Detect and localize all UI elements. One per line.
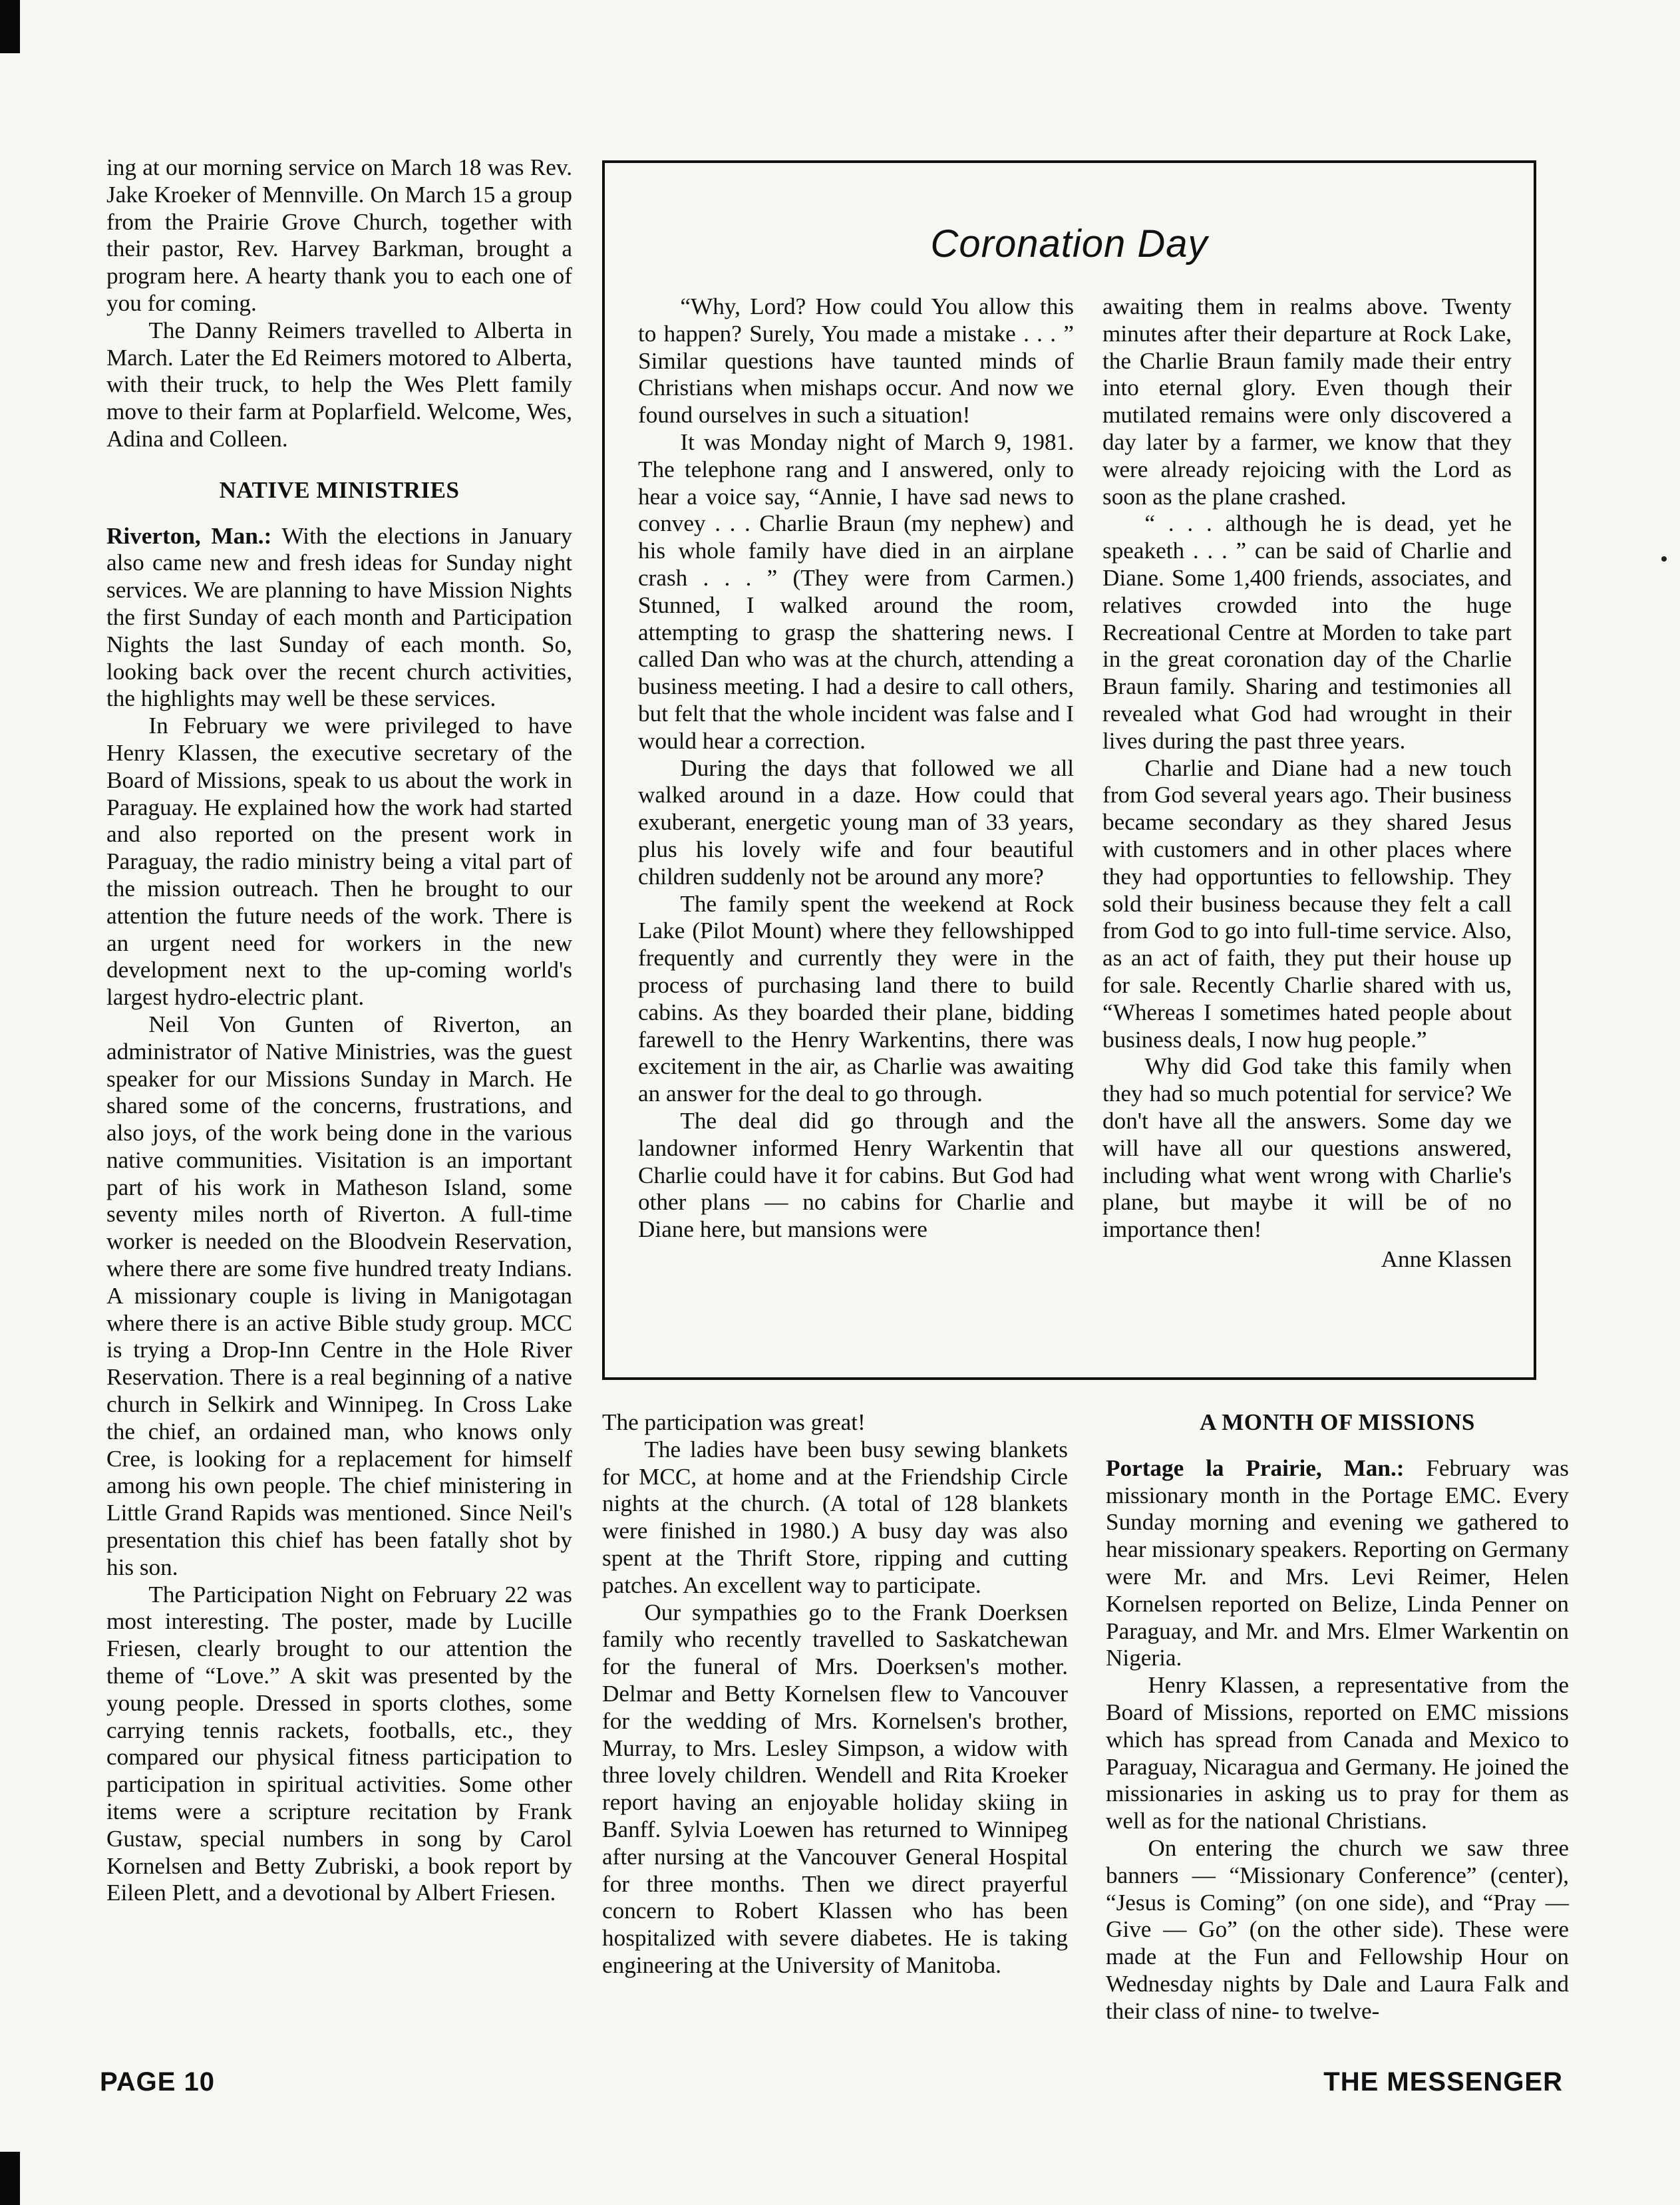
paragraph: In February we were privileged to have Henry Klassen, the executive secretary of the Board of Missions, speak to us about the work in Paraguay. He explained how the work had started and also reported on the present work in Paraguay, the radio ministry being a vital part of the mission outreach. Then he brought to our attention the future needs of the work. There is an urgent need for workers in the new development next to the up-coming world's largest hydro-electric plant. (106, 713, 572, 1011)
article-title: Coronation Day (930, 222, 1208, 265)
paragraph (106, 523, 572, 713)
paragraph: The deal did go through and the landowner informed Henry Warkentin that Charlie could have it for cabins. But God had other plans — no cabins for Charlie and Diane here, but mansions were (638, 1107, 1074, 1243)
place-label: Portage la Prairie, Man.: (1106, 1454, 1405, 1481)
place-label: Riverton, Man.: (106, 522, 272, 549)
publication-name: THE MESSENGER (1323, 2067, 1563, 2097)
paragraph: Why did God take this family when they had so much potential for service? We don't have all the answers. Some day we will have all our questions answered, including what went wrong with Charlie's plane, but maybe it will be of no importance then! (1102, 1053, 1512, 1243)
paragraph: Henry Klassen, a representative from the Board of Missions, reported on EMC missions which has spread from Canada and Mexico to Paraguay, Nicaragua and Germany. He joined the missionaries in asking us to pray for them as well as for the national Christians. (1106, 1672, 1569, 1834)
section-heading-month-of-missions: A MONTH OF MISSIONS (1200, 1409, 1475, 1435)
paragraph: awaiting them in realms above. Twenty minutes after their departure at Rock Lake, the Charlie Braun family made their entry into eternal glory. Even though their mutilated remains were only discovered a day later by a farmer, we know that they were already rejoicing with the Lord as soon as the plane crashed. (1102, 293, 1512, 510)
paragraph: ing at our morning service on March 18 was Rev. Jake Kroeker of Mennville. On March 15 a group from the Prairie Grove Church, together with their pastor, Rev. Harvey Barkman, brought a program here. A hearty thank you to each one of you for coming. (106, 154, 572, 316)
paragraph: “ . . . although he is dead, yet he speaketh . . . ” can be said of Charlie and Diane. Some 1,400 friends, associates, and relatives crowded into the huge Recreational Centre at Morden to take part in the great coronation day of the Charlie Braun family. Sharing and testimonies all revealed what God had wrought in their lives during the past three years. (1102, 510, 1512, 754)
paragraph-text: With the elections in January also came new and fresh ideas for Sunday night services. We are planning to have Mission Nights the first Sunday of each month and Participation Nights the last Sunday of each month. So, looking back over the recent church activities, the highlights may well be these services. (106, 522, 572, 712)
author-signature: Anne Klassen (1381, 1246, 1512, 1272)
paragraph: The Participation Night on February 22 was most interesting. The poster, made by Lucille Friesen, clearly brought to our attention the theme of “Love.” A skit was presented by the young people. Dressed in sports clothes, some carrying tennis rackets, footballs, etc., they compared our physical fitness participation to participation in spiritual activities. Some other items were a scripture recitation by Frank Gustaw, special numbers in song by Carol Kornelsen and Betty Zubriski, a book report by Eileen Plett, and a devotional by Albert Friesen. (106, 1581, 572, 1906)
paragraph: Neil Von Gunten of Riverton, an administrator of Native Ministries, was the guest speaker for our Missions Sunday in March. He shared some of the concerns, frustrations, and also joys, of the work being done in the various native communities. Visitation is an important part of his work in Matheson Island, some seventy miles north of Riverton. A full-time worker is needed on the Bloodvein Reservation, where there are some five hundred treaty Indians. A missionary couple is living in Manigotagan where there is an active Bible study group. MCC is trying a Drop-Inn Centre in the Hole River Reservation. There is a real beginning of a native church in Selkirk and Winnipeg. In Cross Lake the chief, an ordained man, who knows only Cree, is looking for a replacement for himself among his own people. The chief ministering in Little Grand Rapids was mentioned. Since Neil's presentation this chief has been fatally shot by his son. (106, 1011, 572, 1580)
paragraph: On entering the church we saw three banners — “Missionary Conference” (center), “Jesus is Coming” (on one side), and “Pray — Give — Go” (on the other side). These were made at the Fun and Fellowship Hour on Wednesday nights by Dale and Laura Falk and their class of nine- to twelve- (1106, 1834, 1569, 2024)
paragraph: The Danny Reimers travelled to Alberta in March. Later the Ed Reimers motored to Alberta, with their truck, to help the Wes Plett family move to their farm at Poplarfield. Welcome, Wes, Adina and Colleen. (106, 317, 572, 452)
coronation-day-article-box (602, 160, 1536, 1380)
paragraph: During the days that followed we all walked around in a daze. How could that exuberant, energetic young man of 33 years, plus his lovely wife and four beautiful children suddenly not be around any more? (638, 755, 1074, 890)
paragraph: The ladies have been busy sewing blankets for MCC, at home and at the Friendship Circle nights at the church. (A total of 128 blankets were finished in 1980.) A busy day was also spent at the Thrift Store, ripping and cutting patches. An excellent way to participate. (602, 1436, 1068, 1598)
paragraph: It was Monday night of March 9, 1981. The telephone rang and I answered, only to hear a voice say, “Annie, I have sad news to convey . . . Charlie Braun (my nephew) and his whole family have died in an airplane crash . . . ” (They were from Carmen.) Stunned, I walked around the room, attempting to grasp the shattering news. I called Dan who was at the church, attending a business meeting. I had a desire to call others, but felt that the whole incident was false and I would hear a correction. (638, 428, 1074, 754)
paragraph: Charlie and Diane had a new touch from God several years ago. Their business became secondary as they shared Jesus with customers and in other places where they had opportunties to fellowship. They sold their business because they felt a call from God to go into full-time service. Also, as an act of faith, they put their house up for sale. Recently Charlie shared with us, “Whereas I sometimes hated people about business deals, I now hug people.” (1102, 755, 1512, 1053)
paragraph-text: February was missionary month in the Portage EMC. Every Sunday morning and evening we gathered to hear missionary speakers. Reporting on Germany were Mr. and Mrs. Levi Reimer, Helen Kornelsen reported on Belize, Linda Penner on Paraguay, and Mr. and Mrs. Elmer Warkentin on Nigeria. (1106, 1454, 1570, 1671)
article-column-2 (1102, 293, 1512, 1273)
right-column (1106, 1409, 1569, 2025)
page-number: PAGE 10 (100, 2067, 215, 2097)
left-column (106, 154, 572, 1907)
paragraph: The family spent the weekend at Rock Lake (Pilot Mount) where they fellowshipped frequently and currently they were in the process of purchasing land there to build cabins. As they boarded their plane, bidding farewell to the Henry Warkentins, there was excitement in the air, as Charlie was awaiting an answer for the deal to go through. (638, 890, 1074, 1107)
paragraph: The participation was great! (602, 1409, 866, 1435)
article-column-1 (638, 293, 1074, 1244)
paragraph: Our sympathies go to the Frank Doerksen family who recently travelled to Saskatchewan for the funeral of Mrs. Doerksen's mother. Delmar and Betty Kornelsen flew to Vancouver for the wedding of Mrs. Kornelsen's brother, Murray, to Mrs. Lesley Simpson, a widow with three lovely children. Wendell and Rita Kroeker report having an enjoyable holiday skiing in Banff. Sylvia Loewen has returned to Winnipeg after nursing at the Vancouver General Hospital for three months. Then we direct prayerful concern to Robert Klassen who has been hospitalized with severe diabetes. He is taking engineering at the University of Manitoba. (602, 1599, 1068, 1978)
section-heading-native-ministries: NATIVE MINISTRIES (219, 476, 460, 503)
paragraph: “Why, Lord? How could You allow this to happen? Surely, You made a mistake . . . ” Similar questions have taunted minds of Christians when mishaps occur. And now we found ourselves in such a situation! (638, 293, 1074, 428)
paragraph (1106, 1455, 1569, 1672)
middle-column (602, 1409, 1068, 1979)
